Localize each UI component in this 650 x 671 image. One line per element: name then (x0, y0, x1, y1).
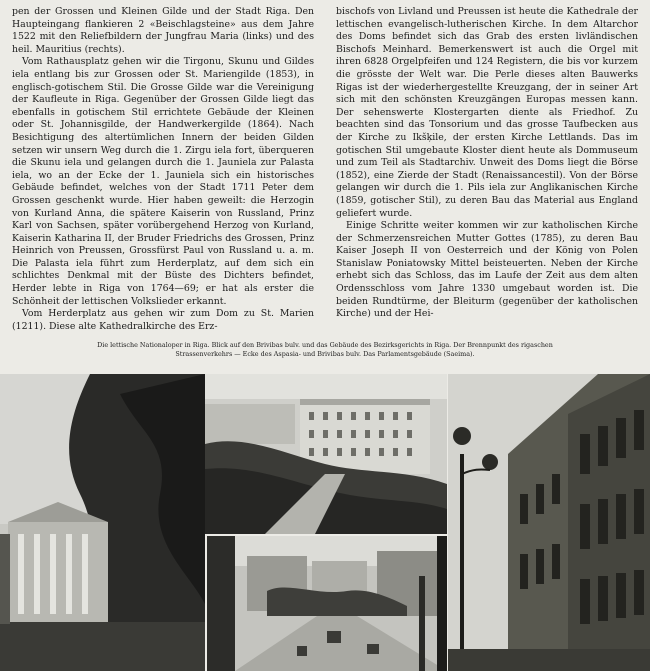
paragraph: bischofs von Livland und Preussen ist heute die Kathedrale der lettischen evangelisch-lutherischen Kirche. In dem Altarchor des Doms befindet sich das Grab des ersten livländischen Bischofs Meinhard. Bemerkenswert ist auch die Orgel mit ihren 6828 Orgelpfeifen und 124 Registern, die bis vor kurzem die grösste der Welt war. Die Perle dieses alten Bauwerks Rigas ist der wiederhergestellte Kreuzgang, der in seiner Art sich mit den schönsten Kreuzgängen Europas messen kann. Der sehenswerte Klostergarten diente als Friedhof. Zu beachten sind das Tonsorium und das grosse Taufbecken aus der Kirche zu Ikšķile, der ersten Kirche Lettlands. Das im gotischen Stil umgebaute Kloster dient heute als Dommuseum und zum Teil als Stadtarchiv. Unweit des Doms liegt die Börse (1852), eine Zierde der Stadt (Renaissancestil). Von der Börse gelangen wir durch die 1. Pils iela zur Anglikanischen Kirche (1859, gotischer Stil), zu deren Bau das Material aus England geliefert wurde. (336, 6, 638, 219)
paragraph: pen der Grossen und Kleinen Gilde und der Stadt Riga. Den Haupteingang flankieren 2 «Beischlagsteine» aus dem Jahre 1522 mit den Reliefbildern der Jungfrau Maria (links) und des heil. Mauritius (rechts). (12, 6, 314, 55)
caption-line: Die lettische Nationaloper in Riga. Blick auf den Brivibas bulv. und das Gebäude des Bezirksgerichts in Riga. Der Brennpunkt des rigaschen (97, 341, 553, 349)
caption-line: Strassenverkehrs — Ecke des Aspasia- und Brivibas bulv. Das Parlamentsgebäude (Saeima). (175, 350, 475, 358)
photo-national-opera (0, 374, 205, 671)
photo-caption (20, 341, 630, 359)
article-left-column (12, 6, 314, 333)
article-right-column (336, 6, 638, 321)
photo-street-corner (207, 536, 447, 671)
photo-brivibas-boulevard (205, 374, 447, 534)
paragraph: Vom Herderplatz aus gehen wir zum Dom zu St. Marien (1211). Diese alte Kathedralkirche des Erz- (12, 308, 314, 332)
photo-parliament-saeima (448, 374, 650, 671)
paragraph: Einige Schritte weiter kommen wir zur katholischen Kirche der Schmerzensreichen Mutter Gottes (1785), zu deren Bau Kaiser Joseph II von Oesterreich und der König von Polen Stanislaw Poniatowsky Mittel beisteuerten. Neben der Kirche erhebt sich das Schloss, das im Laufe der Zeit aus dem alten Ordensschloss vom Jahre 1330 umgebaut worden ist. Die beiden Rundtürme, der Bleiturm (gegenüber der katholischen Kirche) und der Hei- (336, 220, 638, 320)
paragraph: Vom Rathausplatz gehen wir die Tirgonu, Skunu und Gildes iela entlang bis zur Grossen oder St. Mariengilde (1853), in englisch-gotischem Stil. Die Grosse Gilde war die Vereinigung der Kaufleute in Riga. Gegenüber der Grossen Gilde liegt das ebenfalls in gotischem Stil errichtete Gebäude der Kleinen oder St. Johannisgilde, der Handwerkergilde (1864). Nach Besichtigung des altertümlichen Innern der beiden Gilden setzen wir unsern Weg durch die 1. Zirgu iela fort, überqueren die Skunu iela und gelangen durch die 1. Jaunielа zur Palasta iela, wo an der Ecke der 1. Jaunielа sich ein historisches Gebäude befindet, welches von der Stadt 1711 Peter dem Grossen geschenkt wurde. Hier haben geweilt: die Herzogin von Kurland Anna, die spätere Kaiserin von Russland, Prinz Karl von Sachsen, später vorübergehend Herzog von Kurland, Kaiserin Katharina II, der Bruder Friedrichs des Grossen, Prinz Heinrich von Preussen, Grossfürst Paul von Russland u. a. m. Die Palasta iela führt zum Herderplatz, auf dem sich ein schlichtes Denkmal mit der Büste des Dichters befindet, Herder lebte in Riga von 1764—69; er hat als erster die Schönheit der lettischen Volkslieder erkannt. (12, 56, 314, 307)
